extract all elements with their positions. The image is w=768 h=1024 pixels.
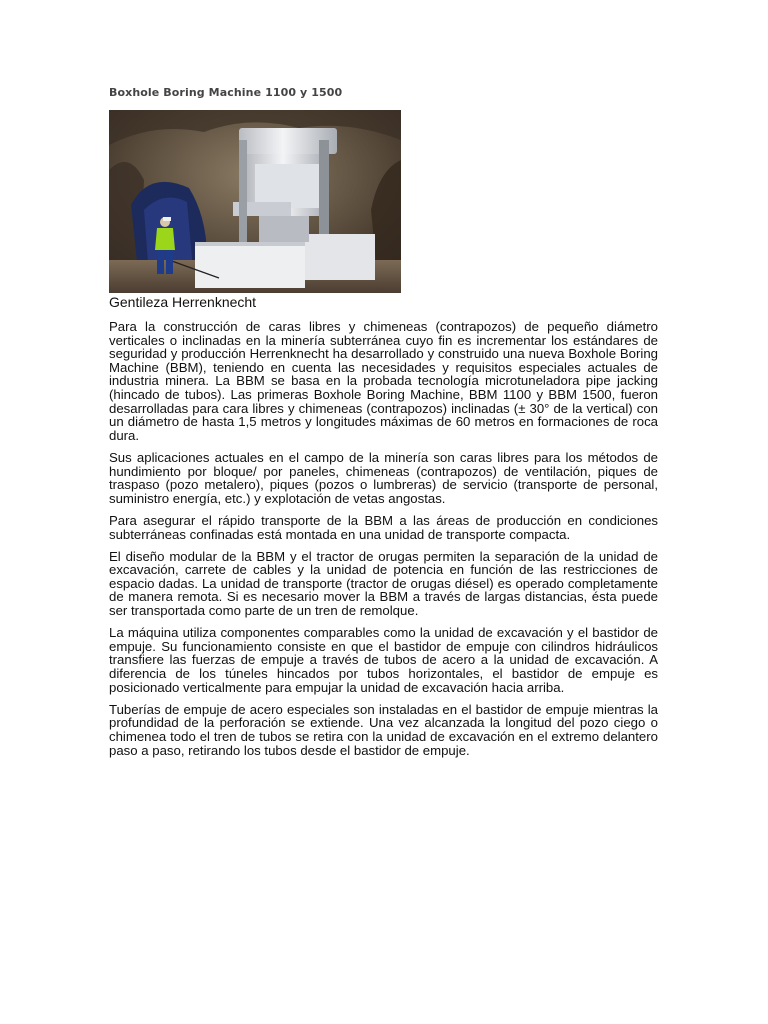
paragraph: Para asegurar el rápido transporte de la BBM a las áreas de producción en condiciones subterráneas confinadas está montada en una unidad de transporte compacta. — [109, 512, 658, 542]
photo-caption: Gentileza Herrenknecht — [109, 294, 257, 310]
paragraph: El diseño modular de la BBM y el tractor de orugas permiten la separación de la unidad de excavación, carrete de cables y la unidad de potencia en función de las restricciones de espacio dadas. La unidad de transporte (tractor de orugas diésel) es operado completamente de manera remota. Si es necesario mover la BBM a través de largas distancias, ésta puede ser transportada como parte de un tren de remolque. — [109, 548, 658, 619]
paragraph: Sus aplicaciones actuales en el campo de la minería son caras libres para los métodos de hundimiento por bloque/ por paneles, chimeneas (contrapozos) de ventilación, piques de traspaso (pozo metalero), piques (pozos o lumbreras) de servicio (transporte de personal, suministro energía, etc.) y explotación de vetas angostas. — [109, 449, 658, 506]
boring-machine-photo — [109, 110, 401, 293]
document-heading: Boxhole Boring Machine 1100 y 1500 — [109, 86, 343, 99]
paragraph: Tuberías de empuje de acero especiales son instaladas en el bastidor de empuje mientras la profundidad de la perforación se extiende. Una vez alcanzada la longitud del pozo ciego o chimenea todo el tren de tubos se retira con la unidad de excavación en el extremo delantero paso a paso, retirando los tubos desde el bastidor de empuje. — [109, 701, 658, 758]
body-text — [109, 320, 658, 766]
paragraph: La máquina utiliza componentes comparables como la unidad de excavación y el bastidor de empuje. Su funcionamiento consiste en que el bastidor de empuje con cilindros hidráulicos transfiere las fuerzas de empuje a través de tubos de acero a la unidad de excavación. A diferencia de los túneles hincados por tubos horizontales, el bastidor de empuje es posicionado verticalmente para empujar la unidad de excavación hacia arriba. — [109, 625, 658, 695]
paragraph: Para la construcción de caras libres y chimeneas (contrapozos) de pequeño diámetro verticales o inclinadas en la minería subterránea cuyo fin es incrementar los estándares de seguridad y producción Herrenknecht ha desarrollado y construido una nueva Boxhole Boring Machine (BBM), teniendo en cuenta las necesidades y requisitos especiales actuales de industria minera. La BBM se basa en la probada tecnología microtuneladora pipe jacking (hincado de tubos). Las primeras Boxhole Boring Machine, BBM 1100 y BBM 1500, fueron desarrolladas para cara libres y chimeneas (contrapozos) inclinadas (± 30° de la vertical) con un diámetro de hasta 1,5 metros y longitudes máximas de 60 metros en formaciones de roca dura. — [109, 319, 658, 443]
